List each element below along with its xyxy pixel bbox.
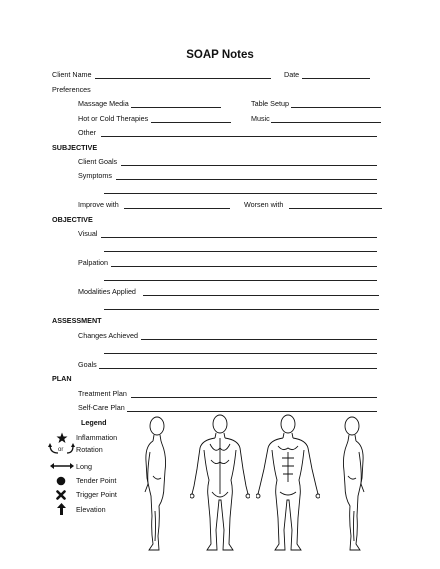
modalities-label: Modalities Applied	[78, 287, 136, 296]
up-arrow-icon	[57, 503, 66, 515]
plan-heading: PLAN	[52, 374, 72, 383]
client-name-label: Client Name	[52, 70, 92, 79]
changes-field-2[interactable]	[104, 353, 377, 354]
improve-with-label: Improve with	[78, 200, 119, 209]
changes-label: Changes Achieved	[78, 331, 138, 340]
rotation-label: Rotation	[76, 445, 103, 454]
treatment-plan-label: Treatment Plan	[78, 389, 127, 398]
massage-media-field[interactable]	[131, 107, 221, 108]
symptoms-field-2[interactable]	[104, 193, 377, 194]
page-title: SOAP Notes	[186, 49, 254, 61]
self-care-label: Self-Care Plan	[78, 403, 125, 412]
worsen-with-field[interactable]	[289, 208, 382, 209]
date-label: Date	[284, 70, 300, 79]
body-figure-back	[190, 414, 250, 558]
subjective-heading: SUBJECTIVE	[52, 143, 98, 152]
visual-field-2[interactable]	[104, 251, 377, 252]
modalities-field-2[interactable]	[104, 309, 379, 310]
other-field[interactable]	[101, 136, 377, 137]
hot-cold-field[interactable]	[151, 122, 231, 123]
goals-label: Goals	[78, 360, 97, 369]
body-figure-side-left	[137, 416, 177, 556]
table-setup-label: Table Setup	[251, 99, 289, 108]
treatment-plan-field[interactable]	[131, 397, 377, 398]
symptoms-field[interactable]	[116, 179, 377, 180]
cross-icon	[56, 490, 66, 500]
client-goals-label: Client Goals	[78, 157, 118, 166]
other-label: Other	[78, 128, 96, 137]
circle-dot-icon	[56, 476, 66, 486]
modalities-field[interactable]	[143, 295, 379, 296]
or-label: or	[58, 447, 64, 453]
inflammation-label: Inflammation	[76, 433, 118, 442]
table-setup-field[interactable]	[291, 107, 381, 108]
worsen-with-label: Worsen with	[244, 200, 284, 209]
objective-heading: OBJECTIVE	[52, 215, 93, 224]
client-name-field[interactable]	[95, 78, 271, 79]
palpation-field[interactable]	[111, 266, 377, 267]
self-care-field[interactable]	[127, 411, 377, 412]
symptoms-label: Symptoms	[78, 171, 112, 180]
trigger-point-label: Trigger Point	[76, 490, 117, 499]
massage-media-label: Massage Media	[78, 99, 129, 108]
palpation-label: Palpation	[78, 258, 108, 267]
hot-cold-label: Hot or Cold Therapies	[78, 114, 149, 123]
date-field[interactable]	[302, 78, 370, 79]
long-label: Long	[76, 462, 92, 471]
assessment-heading: ASSESSMENT	[52, 316, 102, 325]
palpation-field-2[interactable]	[104, 280, 377, 281]
client-goals-field[interactable]	[121, 165, 377, 166]
elevation-label: Elevation	[76, 505, 106, 514]
double-arrow-icon	[50, 462, 74, 470]
preferences-label: Preferences	[52, 85, 91, 94]
music-field[interactable]	[271, 122, 381, 123]
legend-heading: Legend	[81, 418, 107, 427]
improve-with-field[interactable]	[124, 208, 230, 209]
body-figure-front	[256, 414, 320, 558]
tender-point-label: Tender Point	[76, 476, 117, 485]
goals-field[interactable]	[99, 368, 377, 369]
music-label: Music	[251, 114, 270, 123]
visual-label: Visual	[78, 229, 98, 238]
visual-field[interactable]	[101, 237, 377, 238]
body-figure-side-right	[332, 416, 372, 556]
changes-field[interactable]	[141, 339, 377, 340]
